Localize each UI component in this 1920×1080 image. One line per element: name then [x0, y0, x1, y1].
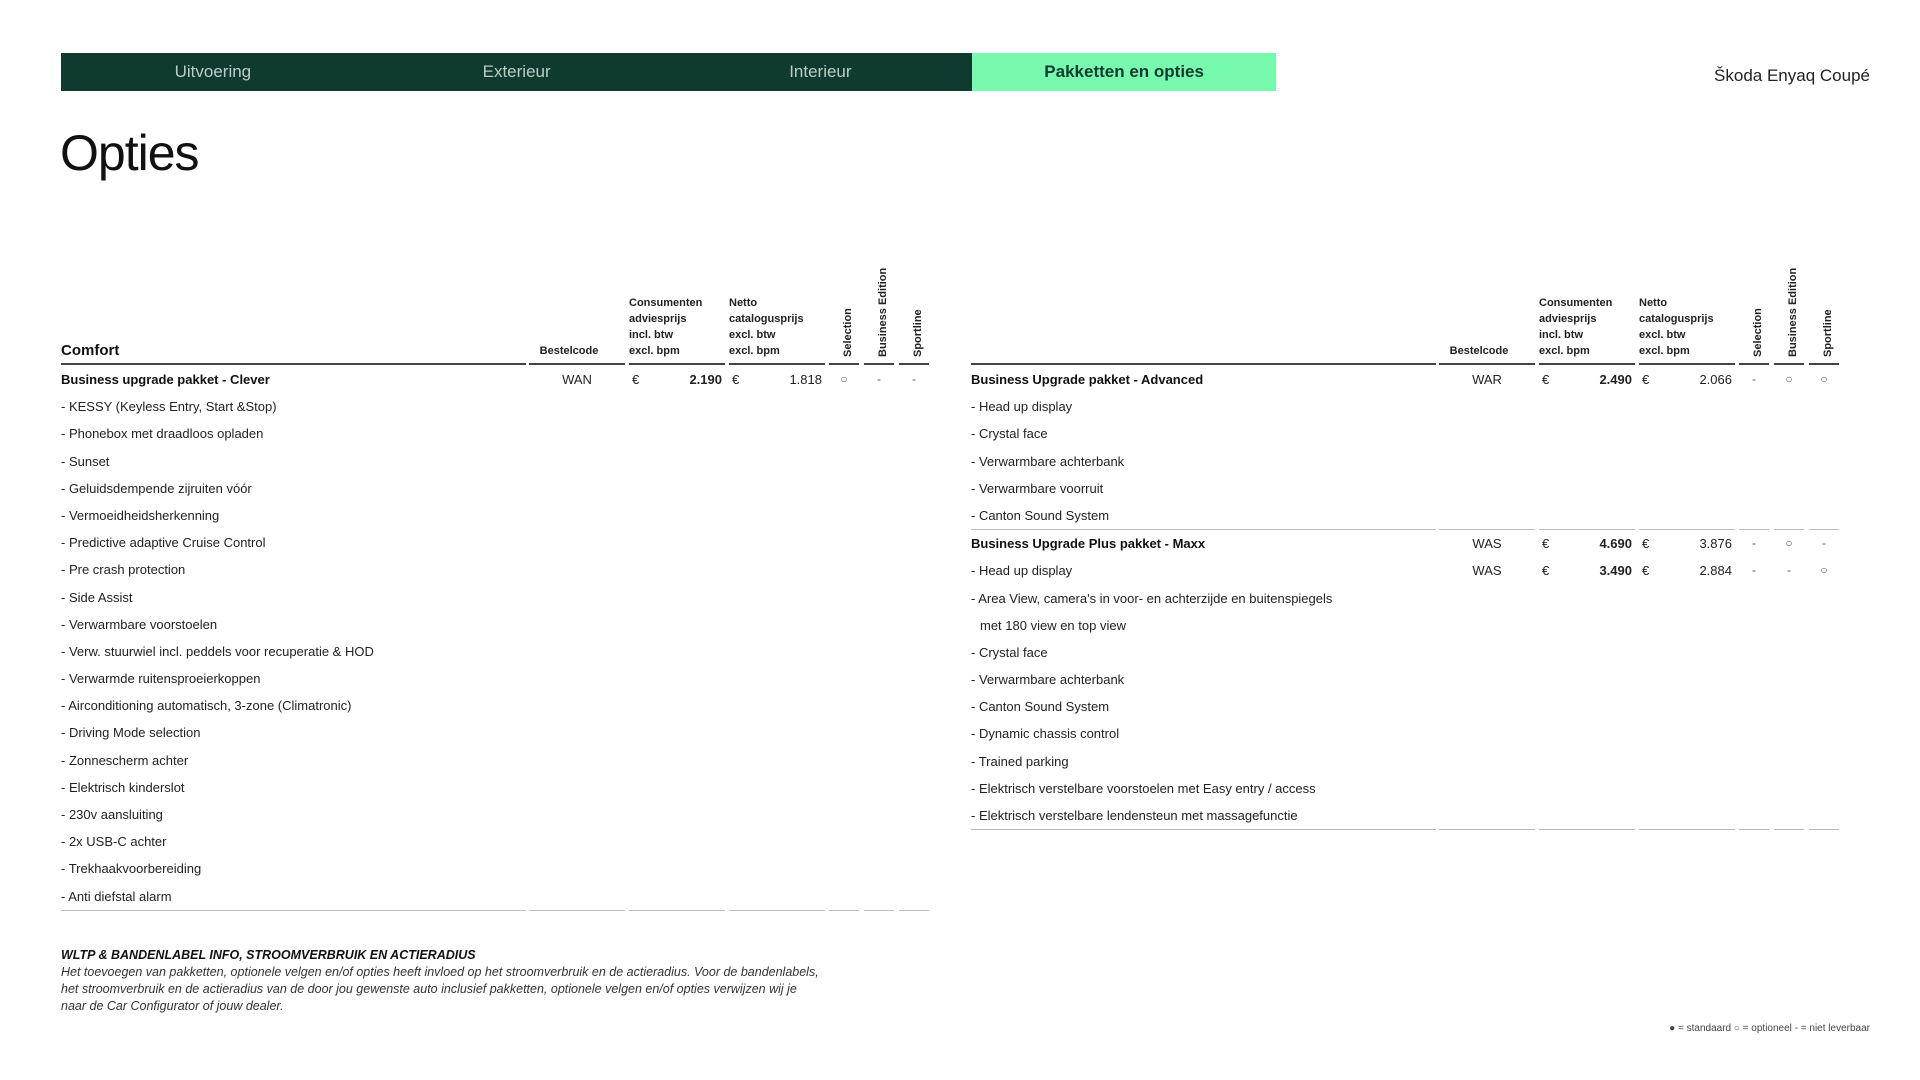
column-header-sportline: Sportline — [1822, 309, 1834, 357]
consumer-price: 3.490 — [1599, 563, 1632, 579]
currency-symbol: € — [1642, 372, 1650, 387]
list-item: - Canton Sound System — [971, 699, 1110, 715]
order-code: WAS — [1472, 536, 1502, 552]
list-item: - Trained parking — [971, 753, 1069, 769]
tab-interieur[interactable]: Interieur — [669, 53, 973, 91]
column-header-consumer-price: Consumenten adviesprijs incl. btw excl. bpm — [1539, 297, 1613, 357]
column-header-net-price: Netto catalogusprijs excl. btw excl. bpm — [729, 297, 804, 357]
column-header-business-edition: Business Edition — [877, 267, 889, 357]
table-header — [61, 200, 929, 363]
net-price: 3.876 — [1699, 536, 1732, 552]
list-item: - KESSY (Keyless Entry, Start &Stop) — [61, 399, 277, 415]
column-header-selection: Selection — [842, 308, 854, 357]
list-item: - Elektrisch verstelbare voorstoelen met Easy entry / access — [971, 780, 1316, 796]
list-item: - Verwarmbare voorstoelen — [61, 616, 218, 632]
table-end-rule — [971, 829, 1839, 830]
section-label: Comfort — [61, 342, 120, 359]
list-item: - 230v aansluiting — [61, 807, 163, 822]
consumer-price: 4.690 — [1599, 536, 1632, 552]
list-item: - Elektrisch kinderslot — [61, 779, 185, 795]
currency-symbol: € — [632, 372, 640, 387]
list-item: - Trekhaakvoorbereiding — [61, 861, 202, 877]
column-header-net-price: Netto catalogusprijs excl. btw excl. bpm — [1639, 297, 1714, 357]
option-row — [971, 557, 1839, 584]
tab-exterieur[interactable]: Exterieur — [365, 53, 669, 91]
net-price: 2.066 — [1699, 372, 1732, 387]
option-name: - Head up display — [971, 563, 1073, 579]
package-row — [971, 366, 1839, 393]
tab-bar — [61, 53, 1276, 91]
tab-uitvoering[interactable]: Uitvoering — [61, 53, 365, 91]
list-item: - Vermoeidheidsherkenning — [61, 507, 220, 523]
options-table-right — [971, 200, 1839, 830]
list-item: - Canton Sound System — [971, 507, 1110, 523]
order-code: WAR — [1472, 372, 1502, 387]
disclaimer-title: WLTP & BANDENLABEL INFO, STROOMVERBRUIK EN ACTIERADIUS — [61, 948, 476, 962]
list-item: - Verwarmbare achterbank — [971, 453, 1125, 469]
availability-sportline: - — [1822, 536, 1826, 551]
column-header-sportline: Sportline — [912, 309, 924, 357]
list-item: - Dynamic chassis control — [971, 726, 1120, 742]
net-price: 2.884 — [1699, 563, 1732, 579]
list-item: - Side Assist — [61, 589, 133, 605]
currency-symbol: € — [1642, 563, 1650, 579]
package-name: Business Upgrade Plus pakket - Maxx — [971, 536, 1206, 552]
table-header — [971, 200, 1839, 363]
order-code: WAS — [1472, 563, 1502, 579]
table-end-rule — [61, 910, 929, 911]
currency-symbol: € — [732, 372, 740, 387]
column-header-selection: Selection — [1752, 308, 1764, 357]
availability-sportline: ○ — [1820, 372, 1828, 386]
wltp-disclaimer — [61, 948, 821, 1015]
availability-business-edition: ○ — [1785, 372, 1793, 386]
currency-symbol: € — [1542, 372, 1550, 387]
availability-selection: - — [1752, 536, 1756, 551]
list-item: - Pre crash protection — [61, 562, 186, 578]
list-item: - 2x USB-C achter — [61, 834, 167, 850]
tab-pakketten-en-opties[interactable]: Pakketten en opties — [972, 53, 1276, 91]
availability-selection: - — [1752, 372, 1756, 386]
availability-business-edition: - — [877, 372, 881, 386]
column-header-code: Bestelcode — [1449, 345, 1509, 357]
availability-business-edition: ○ — [1785, 536, 1793, 551]
brand-model-name: Škoda Enyaq Coupé — [1714, 66, 1870, 85]
list-item: met 180 view en top view — [980, 617, 1126, 633]
list-item: - Zonnescherm achter — [61, 752, 189, 768]
list-item: - Verwarmde ruitensproeierkoppen — [61, 671, 261, 687]
list-item: - Crystal face — [971, 644, 1048, 660]
list-item: - Driving Mode selection — [61, 725, 201, 741]
list-item: - Area View, camera's in voor- en achterzijde en buitenspiegels — [971, 590, 1333, 606]
list-item: - Verwarmbare voorruit — [971, 480, 1104, 496]
page-title: Opties — [60, 125, 199, 181]
list-item: - Verw. stuurwiel incl. peddels voor recuperatie & HOD — [61, 643, 374, 659]
list-item: - Head up display — [971, 399, 1073, 415]
availability-selection: - — [1752, 563, 1756, 578]
availability-selection: ○ — [840, 372, 848, 386]
consumer-price: 2.190 — [689, 372, 722, 387]
package-name: Business upgrade pakket - Clever — [61, 372, 270, 387]
column-header-consumer-price: Consumenten adviesprijs incl. btw excl. bpm — [629, 297, 703, 357]
consumer-price: 2.490 — [1599, 372, 1632, 387]
currency-symbol: € — [1542, 536, 1550, 552]
package-row — [971, 530, 1839, 557]
order-code: WAN — [562, 372, 592, 387]
options-table-left — [61, 200, 929, 911]
net-price: 1.818 — [789, 372, 822, 387]
package-row — [61, 366, 929, 393]
list-item: - Verwarmbare achterbank — [971, 672, 1125, 688]
disclaimer-text: Het toevoegen van pakketten, optionele velgen en/of opties heeft invloed op het stroomverbruik en de actieradius. Voor de bandenlabels, het stroomverbruik en de actieradius van de door jou gewenste auto inclusief pakketten, optionele velgen en/of opties verwijzen wij je naar de Car Configurator of jouw dealer. — [61, 965, 819, 1013]
list-item: - Elektrisch verstelbare lendensteun met massagefunctie — [971, 808, 1298, 823]
availability-sportline: - — [912, 372, 916, 386]
currency-symbol: € — [1542, 563, 1550, 579]
list-item: - Geluidsdempende zijruiten vóór — [61, 480, 252, 496]
availability-legend: ● = standaard ○ = optioneel - = niet leverbaar — [1669, 1023, 1870, 1034]
column-header-business-edition: Business Edition — [1787, 267, 1799, 357]
list-item: - Crystal face — [971, 426, 1048, 442]
availability-business-edition: - — [1787, 563, 1791, 578]
currency-symbol: € — [1642, 536, 1650, 552]
list-item: - Airconditioning automatisch, 3-zone (Climatronic) — [61, 698, 352, 714]
availability-sportline: ○ — [1820, 563, 1828, 578]
list-item: - Phonebox met draadloos opladen — [61, 426, 264, 442]
column-header-code: Bestelcode — [539, 345, 599, 357]
package-name: Business Upgrade pakket - Advanced — [971, 372, 1204, 387]
list-item: - Sunset — [61, 453, 110, 469]
list-item: - Anti diefstal alarm — [61, 888, 172, 904]
list-item: - Predictive adaptive Cruise Control — [61, 535, 266, 551]
